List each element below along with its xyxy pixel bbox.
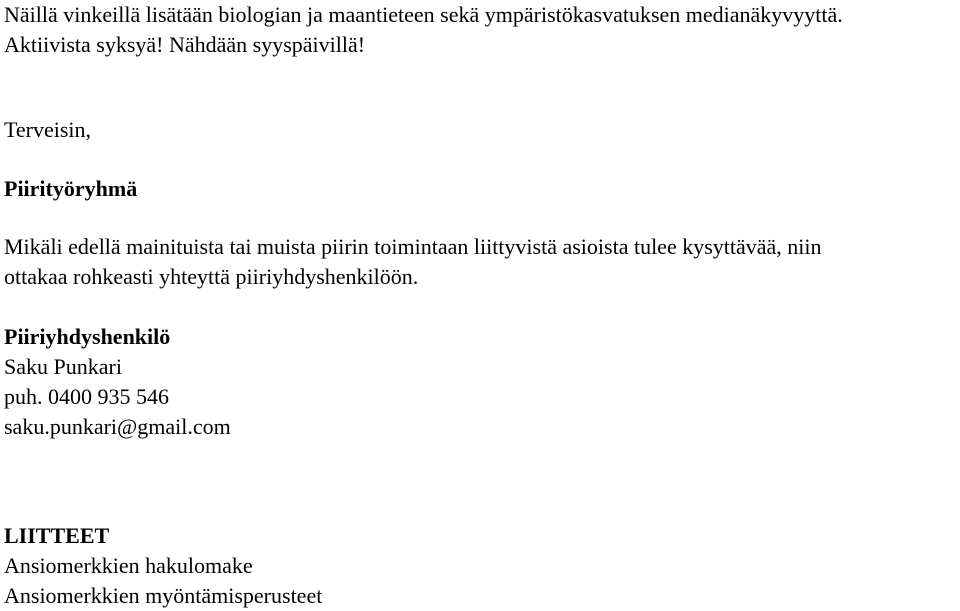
contact-phone: puh. 0400 935 546 bbox=[4, 384, 169, 409]
intro-line-1: Näillä vinkeillä lisätään biologian ja maantieteen sekä ympäristökasvatuksen medianäkyvyyttä. bbox=[4, 2, 843, 27]
notice-line-1: Mikäli edellä mainituista tai muista piirin toimintaan liittyvistä asioista tulee kysyttävää, niin bbox=[4, 234, 822, 259]
closing-signature: Piirityöryhmä bbox=[4, 176, 138, 201]
attachments-heading: LIITTEET bbox=[4, 523, 110, 548]
intro-paragraph bbox=[4, 0, 843, 60]
intro-line-2: Aktiivista syksyä! Nähdään syyspäivillä! bbox=[4, 32, 366, 57]
contact-name: Saku Punkari bbox=[4, 354, 122, 379]
contact-email[interactable]: saku.punkari@gmail.com bbox=[4, 414, 231, 439]
notice-paragraph bbox=[4, 232, 822, 292]
notice-line-2: ottakaa rohkeasti yhteyttä piiriyhdyshenkilöön. bbox=[4, 264, 419, 289]
attachment-item: Ansiomerkkien hakulomake bbox=[4, 553, 253, 578]
attachment-item: Ansiomerkkien myöntämisperusteet bbox=[4, 583, 323, 608]
contact-heading: Piiriyhdyshenkilö bbox=[4, 324, 171, 349]
contact-block bbox=[4, 322, 231, 442]
closing-greeting: Terveisin, bbox=[4, 117, 92, 142]
closing-greeting-block bbox=[4, 115, 91, 145]
closing-signature-block bbox=[4, 174, 137, 204]
attachments-block bbox=[4, 521, 322, 611]
